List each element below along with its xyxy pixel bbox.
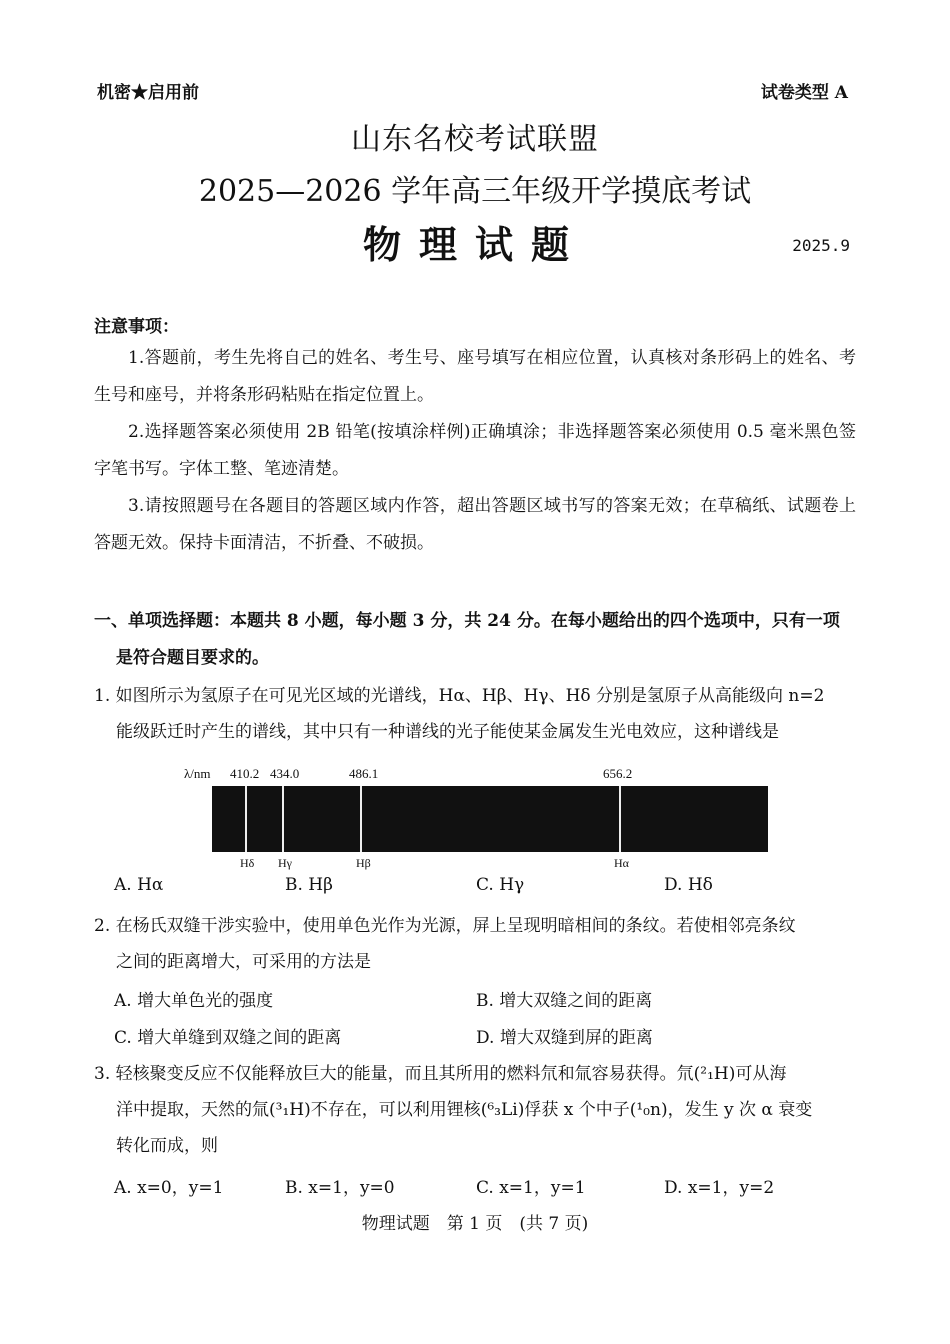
wavelength-label-hdelta: 410.2: [230, 766, 260, 781]
line-name-hbeta: Hβ: [356, 856, 371, 870]
q3-line1: 3. 轻核聚变反应不仅能释放巨大的能量，而且其所用的燃料氘和氚容易获得。氘(²₁H)可从海: [94, 1064, 787, 1084]
q2-option-c: C. 增大单缝到双缝之间的距离: [114, 1028, 342, 1048]
spectral-line-halpha: [619, 786, 621, 852]
section-heading-line1: 一、单项选择题：本题共 8 小题，每小题 3 分，共 24 分。在每小题给出的四个选项中，只有一项: [94, 611, 840, 631]
wavelength-label-halpha: 656.2: [603, 766, 633, 781]
question-2: [94, 908, 862, 980]
section-heading: [94, 603, 862, 677]
wavelength-label-hgamma: 434.0: [270, 766, 300, 781]
q1-option-d: D. Hδ: [664, 875, 713, 895]
q1-option-b: B. Hβ: [285, 875, 333, 895]
notice-heading: 注意事项：: [94, 317, 179, 337]
question-1: [94, 678, 862, 750]
q2-line2: 之间的距离增大，可采用的方法是: [116, 952, 371, 972]
exam-alliance-title: 山东名校考试联盟: [351, 122, 599, 157]
q1-option-c: C. Hγ: [476, 875, 525, 895]
q3-option-d: D. x=1，y=2: [664, 1178, 775, 1198]
q2-option-d: D. 增大双缝到屏的距离: [476, 1028, 653, 1048]
wavelength-label-hbeta: 486.1: [349, 766, 379, 781]
section-heading-line2: 是符合题目要求的。: [116, 648, 269, 668]
spectral-line-hgamma: [282, 786, 284, 852]
q2-option-b: B. 增大双缝之间的距离: [476, 991, 653, 1011]
spectral-line-hbeta: [360, 786, 362, 852]
q1-option-a: A. Hα: [114, 875, 164, 895]
q3-line2: 洋中提取，天然的氚(³₁H)不存在，可以利用锂核(⁶₃Li)俘获 x 个中子(¹₀n)，发生 y 次 α 衰变: [116, 1100, 813, 1120]
q2-option-a: A. 增大单色光的强度: [114, 991, 274, 1011]
q3-option-b: B. x=1，y=0: [285, 1178, 395, 1198]
exam-name-title: 2025—2026 学年高三年级开学摸底考试: [198, 174, 752, 209]
paper-type-label: 试卷类型 A: [760, 83, 848, 103]
notice-item: 2.选择题答案必须使用 2B 铅笔(按填涂样例)正确填涂；非选择题答案必须使用 0.5 毫米黑色签字笔书写。字体工整、笔迹清楚。: [94, 422, 856, 479]
line-name-hgamma: Hγ: [278, 856, 292, 870]
line-name-halpha: Hα: [614, 856, 629, 870]
subject-title: 物理试题: [362, 222, 587, 267]
notice-item: 3.请按照题号在各题目的答题区域内作答，超出答题区域书写的答案无效；在草稿纸、试题卷上答题无效。保持卡面清洁，不折叠、不破损。: [94, 496, 856, 553]
wavelength-unit-label: λ/nm: [184, 766, 211, 781]
exam-date: 2025.9: [792, 236, 850, 255]
q1-line1: 1. 如图所示为氢原子在可见光区域的光谱线，Hα、Hβ、Hγ、Hδ 分别是氢原子从高能级向 n=2: [94, 686, 825, 706]
page-footer: 物理试题 第 1 页 (共 7 页): [361, 1214, 589, 1234]
notice-list: [94, 340, 856, 562]
confidential-label: 机密★启用前: [97, 83, 199, 103]
q3-option-c: C. x=1，y=1: [476, 1178, 586, 1198]
q3-line3: 转化而成，则: [116, 1136, 218, 1156]
notice-item: 1.答题前，考生先将自己的姓名、考生号、座号填写在相应位置，认真核对条形码上的姓名、考生号和座号，并将条形码粘贴在指定位置上。: [94, 348, 856, 405]
spectral-line-hdelta: [245, 786, 247, 852]
spectrum-band: [212, 786, 768, 852]
line-name-hdelta: Hδ: [240, 856, 255, 870]
question-3: [94, 1056, 862, 1164]
q3-option-a: A. x=0，y=1: [114, 1178, 224, 1198]
q1-line2: 能级跃迁时产生的谱线，其中只有一种谱线的光子能使某金属发生光电效应，这种谱线是: [116, 722, 779, 742]
q2-line1: 2. 在杨氏双缝干涉实验中，使用单色光作为光源，屏上呈现明暗相间的条纹。若使相邻亮条纹: [94, 916, 796, 936]
